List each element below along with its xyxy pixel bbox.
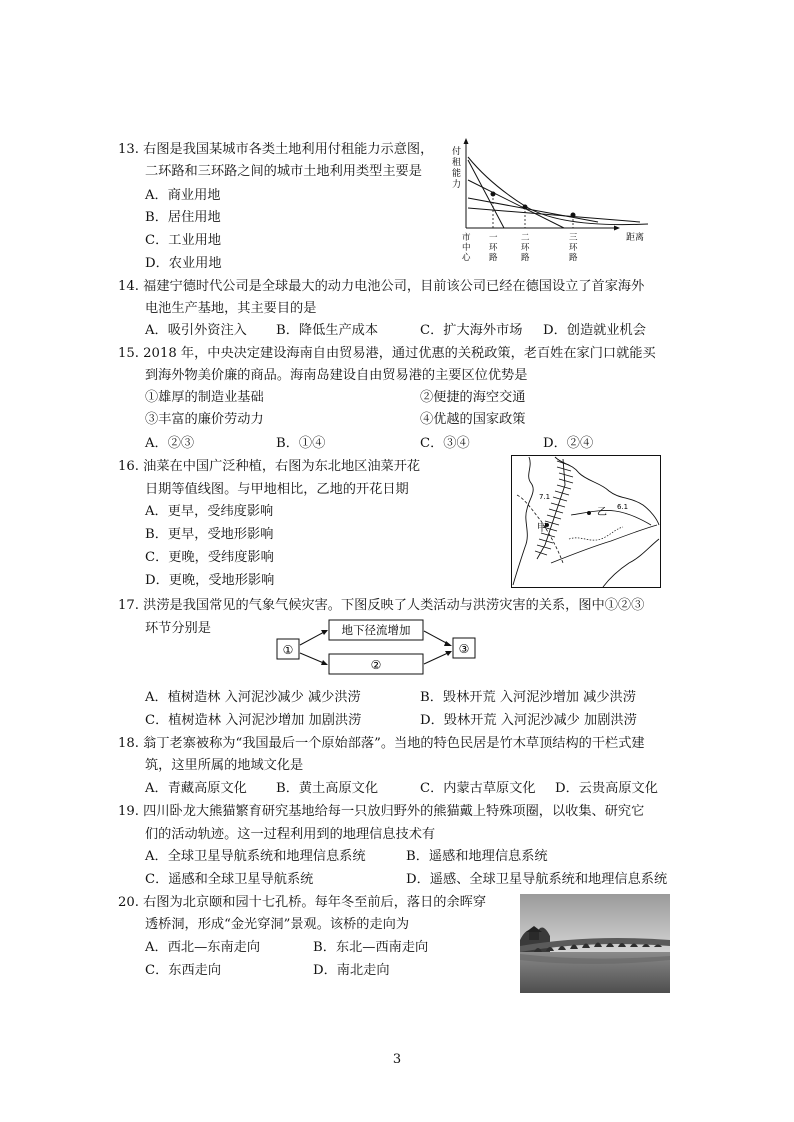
q14-option-d: D．创造就业机会 [543, 323, 646, 338]
q16-stem-line1: 16. 油菜在中国广泛种植，右图为东北地区油菜开花 [118, 459, 421, 474]
q18-option-b: B．黄土高原文化 [276, 781, 379, 796]
q18-stem-line1: 18. 翁丁老寨被称为“我国最后一个原始部落”。当地的特色民居是竹木草顶结构的干栏式建 [118, 736, 645, 751]
q13-tick-2c: 路 [521, 253, 530, 263]
q20-stem-line1: 20. 右图为北京颐和园十七孔桥。每年冬至前后，落日的余晖穿 [118, 895, 487, 910]
q17-box-2-label: ② [370, 658, 382, 672]
q20-option-c: C．东西走向 [145, 963, 222, 978]
q16-option-a: A．更早，受纬度影响 [145, 504, 274, 519]
q13-rent-line-commercial [468, 160, 504, 228]
q16-option-c: C．更晚，受纬度影响 [145, 550, 274, 565]
q13-option-c: C．工业用地 [145, 233, 222, 248]
q13-ylabel-1: 租 [452, 158, 462, 168]
q20-option-d: D．南北走向 [313, 963, 390, 978]
q13-ylabel-2: 能 [452, 169, 462, 179]
q15-option-b: B．①④ [276, 436, 326, 451]
q13-tick-2b: 环 [521, 243, 530, 253]
q13-tick-2a: 二 [521, 233, 530, 243]
q18-option-a: A．青藏高原文化 [145, 781, 247, 796]
q17-option-a: A．植树造林 入河泥沙减少 减少洪涝 [145, 690, 361, 705]
q19-option-b: B．遥感和地理信息系统 [406, 849, 548, 864]
q17-option-c: C．植树造林 入河泥沙增加 加剧洪涝 [145, 713, 362, 728]
q13-stem-line2: 二环路和三环路之间的城市土地利用类型主要是 [145, 164, 422, 179]
q15-option-a: A．②③ [145, 436, 195, 451]
q17-arrowhead-1-top [321, 630, 328, 635]
q16-option-b: B．更早，受地形影响 [145, 527, 274, 542]
q17-arrowhead-top-3 [444, 641, 452, 646]
q13-tick-1b: 环 [489, 243, 498, 253]
page-number: 3 [392, 1052, 402, 1067]
q13-stem-line1: 13. 右图是我国某城市各类土地利用付租能力示意图， [118, 142, 434, 157]
q19-stem-line2: 们的活动轨迹。这一过程利用到的地理信息技术有 [145, 827, 436, 842]
q16-label-jia: 甲 [537, 523, 547, 534]
q13-tick-1a: 一 [489, 233, 498, 243]
q17-option-b: B．毁林开荒 入河泥沙增加 减少洪涝 [420, 690, 636, 705]
q14-stem-line2: 电池生产基地，其主要目的是 [145, 301, 317, 316]
q13-tick-0c: 心 [462, 253, 471, 263]
q17-arrowhead-1-mid [321, 660, 328, 665]
q17-box-1-label: ① [282, 643, 294, 657]
q13-rent-line-residential [468, 180, 564, 228]
q19-option-a: A．全球卫星导航系统和地理信息系统 [145, 849, 366, 864]
q19-option-d: D．遥感、全球卫星导航系统和地理信息系统 [406, 872, 668, 887]
q16-contour-map [511, 455, 661, 588]
q16-label-yi: 乙 [597, 507, 607, 518]
q16-option-d: D．更晚，受地形影响 [145, 573, 275, 588]
q15-item-4: ④优越的国家政策 [420, 412, 526, 427]
q20-option-b: B．东北—西南走向 [313, 940, 429, 955]
q19-option-c: C．遥感和全球卫星导航系统 [145, 872, 314, 887]
q19-stem-line1: 19. 四川卧龙大熊猫繁育研究基地给每一只放归野外的熊猫戴上特殊项圈，以收集、研究它 [118, 804, 645, 819]
q13-tick-1c: 路 [489, 253, 498, 263]
q13-rent-chart [448, 136, 663, 268]
q13-tick-0a: 市 [462, 233, 471, 243]
q15-option-d: D．②④ [543, 436, 594, 451]
q13-tick-3b: 环 [569, 243, 578, 253]
q17-box-top-label: 地下径流增加 [341, 623, 411, 637]
q13-tick-3a: 三 [569, 233, 578, 243]
q20-option-a: A．西北—东南走向 [145, 940, 261, 955]
q18-stem-line2: 筑，这里所属的地域文化是 [145, 758, 304, 773]
q17-flow-diagram [276, 618, 486, 680]
q15-option-c: C．③④ [420, 436, 470, 451]
q17-arrow-mid-3 [424, 652, 450, 664]
q13-x-arrow [614, 226, 620, 231]
q13-y-arrow [464, 138, 469, 144]
q15-stem-line1: 15. 2018 年，中央决定建设海南自由贸易港，通过优惠的关税政策，老百姓在家门口就能买 [118, 346, 656, 361]
q15-item-3: ③丰富的廉价劳动力 [145, 412, 264, 427]
q15-stem-line2: 到海外物美价廉的商品。海南岛建设自由贸易港的主要区位优势是 [145, 368, 528, 383]
q17-stem-line1: 17. 洪涝是我国常见的气象气候灾害。下图反映了人类活动与洪涝灾害的关系，图中①②③ [118, 598, 645, 613]
q16-stem-line2: 日期等值线图。与甲地相比，乙地的开花日期 [145, 482, 409, 497]
q17-option-d: D．毁林开荒 入河泥沙减少 加剧洪涝 [420, 713, 637, 728]
q14-stem-line1: 14. 福建宁德时代公司是全球最大的动力电池公司，目前该公司已经在德国设立了首家海外 [118, 279, 645, 294]
q20-stem-line2: 透桥洞，形成“金光穿洞”景观。该桥的走向为 [145, 917, 410, 932]
q16-label-6-1: 6.1 [617, 503, 629, 511]
q14-option-a: A．吸引外资注入 [145, 323, 247, 338]
q13-option-d: D．农业用地 [145, 256, 222, 271]
q13-ylabel-3: 力 [452, 180, 462, 190]
q13-rent-line-agricultural [468, 208, 640, 222]
q13-ylabel-0: 付 [452, 147, 462, 157]
q17-box-3-label: ③ [458, 642, 470, 656]
q13-option-a: A．商业用地 [145, 188, 221, 203]
q17-stem-line2: 环节分别是 [145, 621, 211, 636]
q18-option-c: C．内蒙古草原文化 [420, 781, 536, 796]
q13-option-b: B．居住用地 [145, 210, 221, 225]
q13-tick-0b: 中 [462, 243, 471, 253]
q15-item-2: ②便捷的海空交通 [420, 390, 526, 405]
q15-item-1: ①雄厚的制造业基础 [145, 390, 264, 405]
q16-point-yi [587, 511, 591, 515]
q20-photo-pavilion-body [529, 932, 539, 940]
q18-option-d: D．云贵高原文化 [555, 781, 658, 796]
q20-bridge-photo [520, 894, 670, 993]
q16-label-7-1: 7.1 [539, 493, 551, 501]
q13-xlabel: 距离 [626, 233, 645, 243]
q14-option-b: B．降低生产成本 [276, 323, 379, 338]
q16-map-frame [512, 456, 661, 588]
q17-arrow-1-top [300, 631, 326, 645]
q13-tick-3c: 路 [569, 253, 578, 263]
q14-option-c: C．扩大海外市场 [420, 323, 523, 338]
